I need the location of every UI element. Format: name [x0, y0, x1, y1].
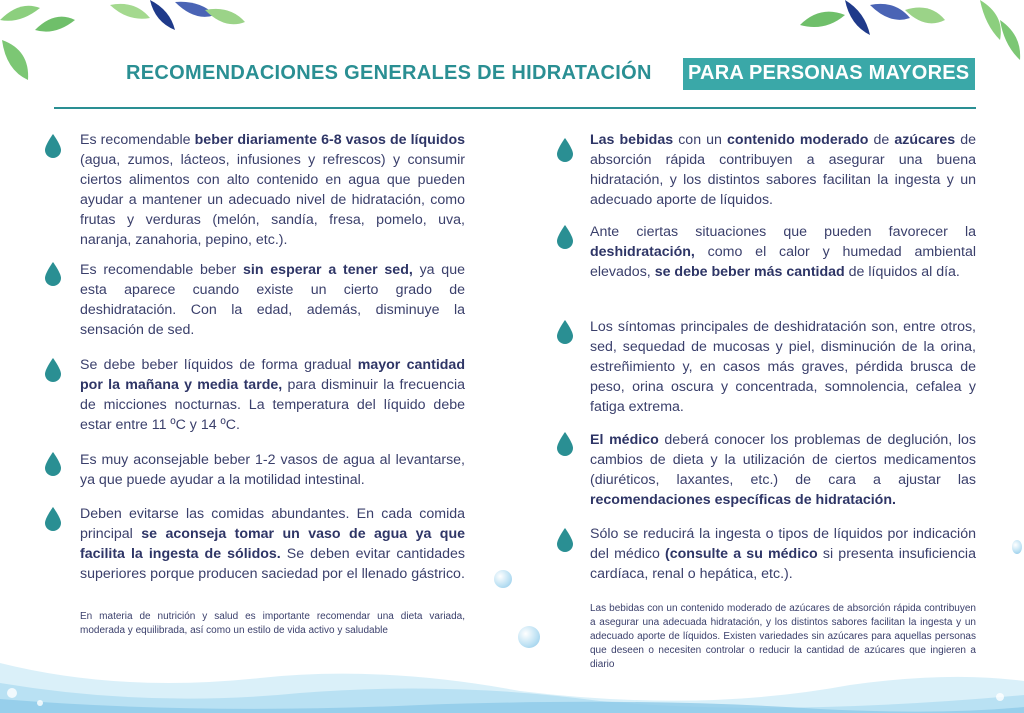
- water-wave-decoration: [0, 633, 1024, 713]
- title-divider: [54, 107, 976, 109]
- leaf-decoration-top-right: [800, 0, 1024, 60]
- water-drop-icon: [45, 262, 61, 286]
- water-drop-icon: [557, 320, 573, 344]
- right-item-1: Las bebidas con un contenido moderado de azúcares de absorción rápida contribuyen a asegurar una buena hidratación, y los distintos sabores facilitan la ingesta y un adecuado aporte de líquidos.: [590, 132, 976, 208]
- water-drop-icon: [557, 138, 573, 162]
- page-title: RECOMENDACIONES GENERALES DE HIDRATACIÓN: [126, 62, 652, 84]
- water-drop-icon: [45, 507, 61, 531]
- right-item-4: El médico deberá conocer los problemas de deglución, los cambios de dieta y la utilización de ciertos medicamentos (diuréticos, laxantes, etc.) de cara a ajustar las recomendaciones específicas de hidratación.: [590, 432, 976, 508]
- left-item-3: Se debe beber líquidos de forma gradual mayor cantidad por la mañana y media tarde, para disminuir la frecuencia de micciones nocturnas. La temperatura del líquido debe estar entre 11 ºC y 14 ºC.: [80, 357, 465, 433]
- water-drop-icon: [557, 528, 573, 552]
- right-item-5: Sólo se reducirá la ingesta o tipos de líquidos por indicación del médico (consulte a su médico si presenta insuficiencia cardíaca, renal o hepática, etc.).: [590, 526, 976, 582]
- water-bubble: [1012, 540, 1022, 554]
- page-title-highlight: PARA PERSONAS MAYORES: [688, 62, 970, 84]
- left-item-5: Deben evitarse las comidas abundantes. En cada comida principal se aconseja tomar un vaso de agua ya que facilita la ingesta de sólidos. Se deben evitar cantidades superiores porque producen saciedad por el llenado gástrico.: [80, 506, 466, 582]
- title-row: [0, 58, 1024, 92]
- left-item-1: Es recomendable beber diariamente 6-8 vasos de líquidos (agua, zumos, lácteos, infusiones y refrescos) y consumir ciertos alimentos con alto contenido en agua que pueden ayudar a mantener un adecuado nivel de hidratación, como frutas y verduras (melón, sandía, fresa, pomelo, uva, naranja, zanahoria, pepino, etc.).: [80, 132, 465, 248]
- water-drop-icon: [45, 452, 61, 476]
- water-drop-icon: [557, 225, 573, 249]
- left-item-4: Es muy aconsejable beber 1-2 vasos de agua al levantarse, ya que puede ayudar a la motilidad intestinal.: [80, 452, 465, 488]
- water-drop-icon: [45, 358, 61, 382]
- right-footnote: Las bebidas con un contenido moderado de azúcares de absorción rápida contribuyen a asegurar una adecuada hidratación, y los distintos sabores facilitan la ingesta y un adecuado aporte de líquidos. Existen variedades sin azúcares para aquellas personas que deseen o necesiten controlar o reducir la cantidad de azúcares que ingieren a diario: [590, 603, 976, 670]
- left-item-2: Es recomendable beber sin esperar a tener sed, ya que esta aparece cuando existe un cierto grado de deshidratación. Con la edad, además, disminuye la sensación de sed.: [80, 262, 465, 338]
- water-drop-icon: [45, 134, 61, 158]
- water-bubble: [494, 570, 512, 588]
- left-footnote: En materia de nutrición y salud es importante recomendar una dieta variada, moderada y equilibrada, así como un estilo de vida activo y saludable: [80, 611, 465, 636]
- water-drop-icon: [557, 432, 573, 456]
- right-item-2: Ante ciertas situaciones que pueden favorecer la deshidratación, como el calor y humedad ambiental elevados, se debe beber más cantidad de líquidos al día.: [590, 224, 976, 280]
- right-item-3: Los síntomas principales de deshidratación son, entre otros, sed, sequedad de mucosas y piel, disminución de la orina, estreñimiento y, en casos más graves, pérdida brusca de peso, orina oscura y concentrada, somnolencia, cefalea y fatiga extrema.: [590, 319, 976, 415]
